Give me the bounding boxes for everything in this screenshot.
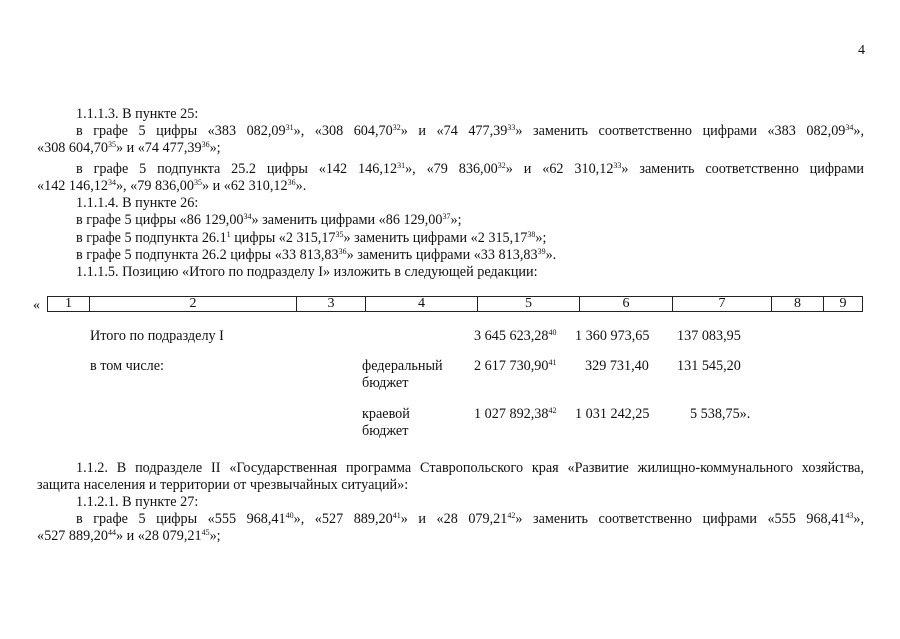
footnote-ref: 36	[338, 247, 347, 256]
regional-budget-label-line1: краевой	[362, 406, 410, 422]
footnote-ref: 34	[107, 178, 116, 187]
text-fragment: » заменить соответственно цифрами	[621, 161, 865, 177]
cell-value: 3 645 623,28	[474, 328, 549, 344]
table-header-cell: 6	[580, 297, 673, 312]
table-header-cell: 7	[673, 297, 772, 312]
page-number: 4	[858, 43, 865, 58]
text-fragment: «308 604,70	[37, 140, 108, 156]
footnote-ref: 36	[287, 178, 296, 187]
paragraph-1114-title: 1.1.1.4. В пункте 26:	[76, 195, 199, 211]
footnote-ref: 38	[527, 230, 536, 239]
footnote-ref: 40	[548, 328, 557, 337]
paragraph-1114-line1	[37, 212, 864, 229]
text-fragment: » заменить соответственно цифрами «383 082,09	[515, 123, 846, 139]
text-fragment: ».	[295, 178, 307, 194]
footnote-ref: 41	[392, 511, 401, 520]
table-header-cell: 3	[297, 297, 366, 312]
regional-col5	[474, 406, 556, 423]
text-fragment: », «79 836,00	[405, 161, 498, 177]
footnote-ref: 31	[397, 161, 406, 170]
table-header-cell: 4	[366, 297, 478, 312]
text-fragment: » и «74 477,39	[115, 140, 202, 156]
text-fragment: «527 889,20	[37, 528, 108, 544]
paragraph-1113-subitem	[37, 161, 864, 178]
footnote-ref: 35	[193, 178, 202, 187]
paragraph-1115: 1.1.1.5. Позицию «Итого по подразделу I» изложить в следующей редакции:	[76, 264, 538, 280]
table-header-cell: 5	[478, 297, 580, 312]
text-fragment: », «308 604,70	[293, 123, 393, 139]
text-fragment: цифры «2 315,17	[230, 230, 336, 246]
text-fragment: » заменить цифрами «2 315,17	[343, 230, 528, 246]
footnote-ref: 35	[335, 230, 344, 239]
federal-col5	[474, 358, 556, 375]
footnote-ref: 42	[548, 406, 557, 415]
federal-col7: 131 545,20	[677, 358, 741, 374]
footnote-ref: 36	[201, 140, 210, 149]
footnote-ref: 45	[201, 528, 210, 537]
table-header	[47, 296, 863, 312]
footnote-ref: 1	[226, 230, 231, 239]
footnote-ref: 37	[442, 212, 451, 221]
text-fragment: » и «62 310,12	[505, 161, 614, 177]
total-col6: 1 360 973,65	[575, 328, 650, 344]
table-header-cell: 9	[824, 297, 863, 312]
footnote-ref: 34	[845, 123, 854, 132]
footnote-ref: 40	[285, 511, 294, 520]
table-header-cell: 2	[90, 297, 297, 312]
footnote-ref: 34	[243, 212, 252, 221]
text-fragment: в графе 5 подпункта 25.2 цифры «142 146,12	[76, 161, 398, 177]
cell-value: 2 617 730,90	[474, 358, 549, 374]
paragraph-112-line1: 1.1.2. В подразделе II «Государственная программа Ставропольского края «Развитие жилищно-коммунального хозяйства,	[76, 460, 864, 476]
regional-budget-label-line2: бюджет	[362, 423, 409, 439]
paragraph-1114-line3	[37, 247, 864, 264]
footnote-ref: 43	[845, 511, 854, 520]
footnote-ref: 41	[548, 358, 557, 367]
text-fragment: в графе 5 цифры «383 082,09	[76, 123, 286, 139]
text-fragment: » заменить цифрами «86 129,00	[251, 212, 443, 228]
total-col5	[474, 328, 556, 345]
footnote-ref: 42	[507, 511, 516, 520]
footnote-ref: 32	[497, 161, 506, 170]
regional-col6: 1 031 242,25	[575, 406, 650, 422]
footnote-ref: 44	[107, 528, 116, 537]
text-fragment: », «527 889,20	[293, 511, 393, 527]
paragraph-1114-line2	[37, 230, 864, 247]
text-fragment: в графе 5 цифры «555 968,41	[76, 511, 286, 527]
regional-col7: 5 538,75».	[690, 406, 751, 422]
footnote-ref: 33	[507, 123, 516, 132]
total-label: Итого по подразделу I	[90, 328, 224, 344]
footnote-ref: 39	[537, 247, 546, 256]
text-fragment: », «79 836,00	[115, 178, 194, 194]
federal-budget-label-line2: бюджет	[362, 375, 409, 391]
table-header-cell: 8	[772, 297, 824, 312]
paragraph-1113-column5	[37, 123, 864, 140]
footnote-ref: 32	[392, 123, 401, 132]
paragraph-1113-title: 1.1.1.3. В пункте 25:	[76, 106, 199, 122]
incl-label: в том числе:	[90, 358, 164, 374]
paragraph-1113-column5-cont	[37, 140, 864, 157]
text-fragment: » заменить соответственно цифрами «555 968,41	[515, 511, 846, 527]
paragraph-1121-title: 1.1.2.1. В пункте 27:	[76, 494, 199, 510]
text-fragment: »;	[209, 528, 221, 544]
federal-budget-label-line1: федеральный	[362, 358, 443, 374]
footnote-ref: 35	[107, 140, 116, 149]
text-fragment: ».	[545, 247, 557, 263]
paragraph-112-line2: защита населения и территории от чрезвычайных ситуаций»:	[37, 477, 409, 493]
text-fragment: » и «28 079,21	[400, 511, 508, 527]
paragraph-1121-column5	[37, 511, 864, 528]
footnote-ref: 33	[613, 161, 622, 170]
paragraph-1113-subitem-cont	[37, 178, 864, 195]
federal-col6: 329 731,40	[585, 358, 649, 374]
text-fragment: »;	[209, 140, 221, 156]
text-fragment: » заменить цифрами «33 813,83	[346, 247, 538, 263]
text-fragment: » и «28 079,21	[115, 528, 202, 544]
text-fragment: » и «62 310,12	[201, 178, 288, 194]
text-fragment: «142 146,12	[37, 178, 108, 194]
text-fragment: »;	[535, 230, 547, 246]
total-col7: 137 083,95	[677, 328, 741, 344]
footnote-ref: 31	[285, 123, 294, 132]
text-fragment: в графе 5 подпункта 26.2 цифры «33 813,83	[76, 247, 339, 263]
table-header-row	[48, 297, 863, 312]
paragraph-1121-column5-cont	[37, 528, 864, 545]
table-open-quote: «	[33, 298, 40, 313]
text-fragment: в графе 5 подпункта 26.1	[76, 230, 227, 246]
text-fragment: »,	[853, 511, 865, 527]
cell-value: 1 027 892,38	[474, 406, 549, 422]
text-fragment: »,	[853, 123, 865, 139]
text-fragment: »;	[450, 212, 462, 228]
table-header-cell: 1	[48, 297, 90, 312]
text-fragment: в графе 5 цифры «86 129,00	[76, 212, 244, 228]
text-fragment: » и «74 477,39	[400, 123, 508, 139]
